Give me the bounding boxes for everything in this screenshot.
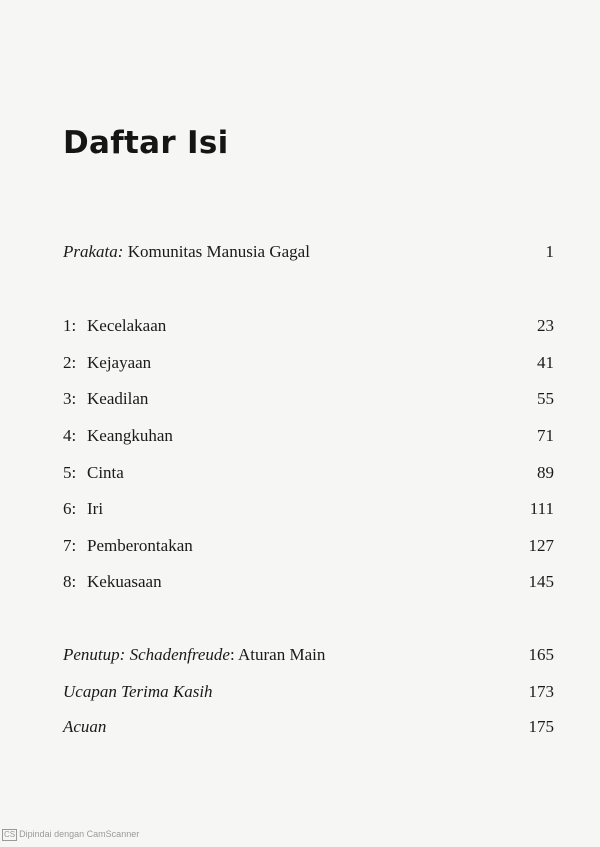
chapter-number: 5: — [63, 463, 77, 482]
chapter-title: Iri — [87, 499, 104, 518]
toc-entry-chapter-2[interactable] — [63, 351, 554, 375]
closing-prefix: Penutup: — [63, 645, 126, 664]
toc-entry-chapter-3[interactable] — [63, 387, 554, 411]
page-number: 165 — [528, 645, 554, 664]
preface-title: Komunitas Manusia Gagal — [127, 242, 310, 261]
toc-entry-chapter-1[interactable] — [63, 314, 554, 338]
toc-entry-label — [63, 424, 173, 448]
scanner-text: Dipindai dengan CamScanner — [19, 829, 140, 839]
toc-entry-label — [63, 351, 151, 375]
acknowledgements-title: Ucapan Terima Kasih — [63, 682, 213, 701]
toc-entry-label — [63, 643, 325, 667]
chapter-title: Kejayaan — [87, 353, 152, 372]
chapter-title: Kekuasaan — [87, 572, 162, 591]
closing-colon: : — [229, 645, 235, 664]
page-number: 173 — [528, 682, 554, 701]
chapter-number: 2: — [63, 353, 77, 372]
chapter-title: Kecelakaan — [87, 316, 167, 335]
toc-entry-label — [63, 461, 124, 485]
toc-entry-acknowledgements[interactable] — [63, 680, 554, 704]
toc-entry-label — [63, 240, 310, 264]
toc-entry-label — [63, 497, 103, 521]
closing-title: Aturan Main — [238, 645, 326, 664]
chapter-number: 7: — [63, 536, 77, 555]
chapter-title: Pemberontakan — [87, 536, 193, 555]
page-number: 41 — [537, 353, 554, 372]
page-number: 1 — [545, 242, 554, 261]
chapter-number: 4: — [63, 426, 77, 445]
chapter-number: 1: — [63, 316, 77, 335]
chapter-number: 8: — [63, 572, 77, 591]
chapter-title: Cinta — [87, 463, 124, 482]
toc-entry-chapter-4[interactable] — [63, 424, 554, 448]
closing-word: Schadenfreude — [129, 645, 230, 664]
references-title: Acuan — [63, 717, 107, 736]
toc-entry-references[interactable] — [63, 715, 554, 739]
toc-entry-chapter-7[interactable] — [63, 534, 554, 558]
toc-entry-closing[interactable] — [63, 643, 554, 667]
toc-entry-label — [63, 314, 166, 338]
page-title: Daftar Isi — [63, 124, 229, 161]
chapter-number: 6: — [63, 499, 77, 518]
toc-entry-label — [63, 534, 193, 558]
scanner-watermark — [2, 829, 139, 841]
page-number: 71 — [537, 426, 554, 445]
toc-entry-label — [63, 387, 148, 411]
page-number: 145 — [528, 572, 554, 591]
toc-entry-preface[interactable] — [63, 240, 554, 264]
toc-entry-label — [63, 570, 162, 594]
chapter-title: Keadilan — [87, 389, 149, 408]
page-number: 175 — [528, 717, 554, 736]
page-number: 111 — [529, 499, 554, 518]
toc-entry-chapter-5[interactable] — [63, 461, 554, 485]
camscanner-logo-icon: CS — [4, 830, 16, 839]
toc-entry-chapter-8[interactable] — [63, 570, 554, 594]
chapter-number: 3: — [63, 389, 77, 408]
page-number: 127 — [528, 536, 554, 555]
page-number: 55 — [537, 389, 554, 408]
page-number: 23 — [537, 316, 554, 335]
toc-entry-chapter-6[interactable] — [63, 497, 554, 521]
preface-prefix: Prakata: — [63, 242, 124, 261]
page-number: 89 — [537, 463, 554, 482]
chapter-title: Keangkuhan — [87, 426, 173, 445]
